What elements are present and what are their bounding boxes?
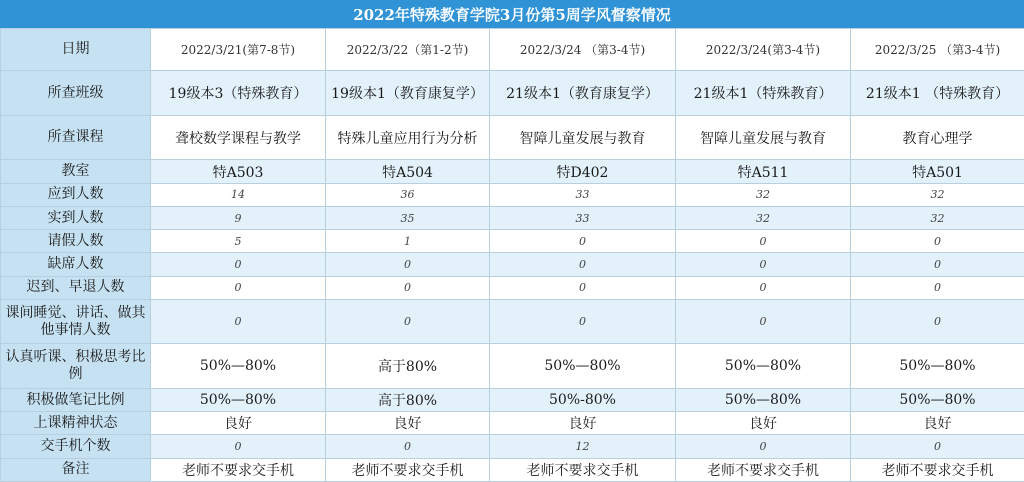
cell-remark-1: 老师不要求交手机 [151, 458, 326, 481]
table-row-phones [1, 435, 1024, 458]
cell-expected-1: 14 [151, 183, 326, 206]
table-row-sleep [1, 299, 1024, 343]
cell-phones-2: 0 [326, 435, 490, 458]
cell-attentive-2: 高于80% [326, 344, 490, 388]
cell-notes_ratio-3: 50%-80% [490, 388, 676, 411]
inspection-table [0, 28, 1024, 482]
row-label-expected: 应到人数 [1, 183, 151, 206]
table-row-absent [1, 253, 1024, 276]
cell-expected-3: 33 [490, 183, 676, 206]
cell-class-2: 19级本1（教育康复学） [326, 71, 490, 115]
cell-sleep-5: 0 [851, 299, 1024, 343]
cell-phones-5: 0 [851, 435, 1024, 458]
cell-attentive-3: 50%—80% [490, 344, 676, 388]
cell-attentive-4: 50%—80% [676, 344, 851, 388]
cell-class-1: 19级本3（特殊教育） [151, 71, 326, 115]
cell-course-1: 聋校数学课程与教学 [151, 115, 326, 159]
cell-actual-4: 32 [676, 206, 851, 229]
cell-absent-5: 0 [851, 253, 1024, 276]
row-label-actual: 实到人数 [1, 206, 151, 229]
cell-room-2: 特A504 [326, 160, 490, 183]
cell-class-4: 21级本1（特殊教育） [676, 71, 851, 115]
cell-class-3: 21级本1（教育康复学） [490, 71, 676, 115]
cell-phones-3: 12 [490, 435, 676, 458]
table-row-leave [1, 230, 1024, 253]
cell-class-5: 21级本1 （特殊教育） [851, 71, 1024, 115]
table-row-actual [1, 206, 1024, 229]
cell-remark-5: 老师不要求交手机 [851, 458, 1024, 481]
cell-remark-3: 老师不要求交手机 [490, 458, 676, 481]
cell-leave-2: 1 [326, 230, 490, 253]
table-row-notes_ratio [1, 388, 1024, 411]
row-label-late: 迟到、早退人数 [1, 276, 151, 299]
cell-absent-2: 0 [326, 253, 490, 276]
table-row-remark [1, 458, 1024, 481]
cell-attentive-1: 50%—80% [151, 344, 326, 388]
row-label-spirit: 上课精神状态 [1, 412, 151, 435]
cell-room-3: 特D402 [490, 160, 676, 183]
cell-course-2: 特殊儿童应用行为分析 [326, 115, 490, 159]
cell-leave-1: 5 [151, 230, 326, 253]
row-label-absent: 缺席人数 [1, 253, 151, 276]
cell-date-5: 2022/3/25 （第3-4节) [851, 29, 1024, 71]
row-label-notes_ratio: 积极做笔记比例 [1, 388, 151, 411]
cell-absent-1: 0 [151, 253, 326, 276]
cell-notes_ratio-2: 高于80% [326, 388, 490, 411]
row-label-course: 所查课程 [1, 115, 151, 159]
table-row-room [1, 160, 1024, 183]
cell-actual-5: 32 [851, 206, 1024, 229]
cell-spirit-4: 良好 [676, 412, 851, 435]
cell-spirit-3: 良好 [490, 412, 676, 435]
cell-expected-2: 36 [326, 183, 490, 206]
table-row-spirit [1, 412, 1024, 435]
cell-notes_ratio-5: 50%—80% [851, 388, 1024, 411]
cell-notes_ratio-1: 50%—80% [151, 388, 326, 411]
cell-leave-3: 0 [490, 230, 676, 253]
cell-expected-5: 32 [851, 183, 1024, 206]
cell-course-4: 智障儿童发展与教育 [676, 115, 851, 159]
cell-remark-2: 老师不要求交手机 [326, 458, 490, 481]
cell-course-5: 教育心理学 [851, 115, 1024, 159]
table-row-course [1, 115, 1024, 159]
cell-late-1: 0 [151, 276, 326, 299]
row-label-leave: 请假人数 [1, 230, 151, 253]
cell-spirit-1: 良好 [151, 412, 326, 435]
cell-actual-2: 35 [326, 206, 490, 229]
cell-notes_ratio-4: 50%—80% [676, 388, 851, 411]
table-row-date [1, 29, 1024, 71]
cell-date-1: 2022/3/21(第7-8节) [151, 29, 326, 71]
cell-date-3: 2022/3/24 （第3-4节) [490, 29, 676, 71]
cell-attentive-5: 50%—80% [851, 344, 1024, 388]
cell-spirit-2: 良好 [326, 412, 490, 435]
row-label-date: 日期 [1, 29, 151, 71]
cell-late-2: 0 [326, 276, 490, 299]
cell-sleep-4: 0 [676, 299, 851, 343]
cell-actual-3: 33 [490, 206, 676, 229]
cell-sleep-2: 0 [326, 299, 490, 343]
cell-phones-1: 0 [151, 435, 326, 458]
cell-date-2: 2022/3/22（第1-2节) [326, 29, 490, 71]
cell-absent-3: 0 [490, 253, 676, 276]
cell-sleep-3: 0 [490, 299, 676, 343]
row-label-class: 所查班级 [1, 71, 151, 115]
cell-sleep-1: 0 [151, 299, 326, 343]
cell-late-5: 0 [851, 276, 1024, 299]
cell-leave-4: 0 [676, 230, 851, 253]
cell-date-4: 2022/3/24(第3-4节) [676, 29, 851, 71]
row-label-attentive: 认真听课、积极思考比例 [1, 344, 151, 388]
cell-room-4: 特A511 [676, 160, 851, 183]
report-title: 2022年特殊教育学院3月份第5周学风督察情况 [0, 0, 1024, 29]
table-row-class [1, 71, 1024, 115]
cell-room-1: 特A503 [151, 160, 326, 183]
cell-actual-1: 9 [151, 206, 326, 229]
row-label-room: 教室 [1, 160, 151, 183]
table-row-attentive [1, 344, 1024, 388]
table-row-expected [1, 183, 1024, 206]
table-row-late [1, 276, 1024, 299]
cell-expected-4: 32 [676, 183, 851, 206]
cell-late-3: 0 [490, 276, 676, 299]
cell-leave-5: 0 [851, 230, 1024, 253]
cell-spirit-5: 良好 [851, 412, 1024, 435]
cell-remark-4: 老师不要求交手机 [676, 458, 851, 481]
cell-course-3: 智障儿童发展与教育 [490, 115, 676, 159]
row-label-sleep: 课间睡觉、讲话、做其他事情人数 [1, 299, 151, 343]
cell-late-4: 0 [676, 276, 851, 299]
row-label-phones: 交手机个数 [1, 435, 151, 458]
cell-phones-4: 0 [676, 435, 851, 458]
cell-room-5: 特A501 [851, 160, 1024, 183]
cell-absent-4: 0 [676, 253, 851, 276]
row-label-remark: 备注 [1, 458, 151, 481]
